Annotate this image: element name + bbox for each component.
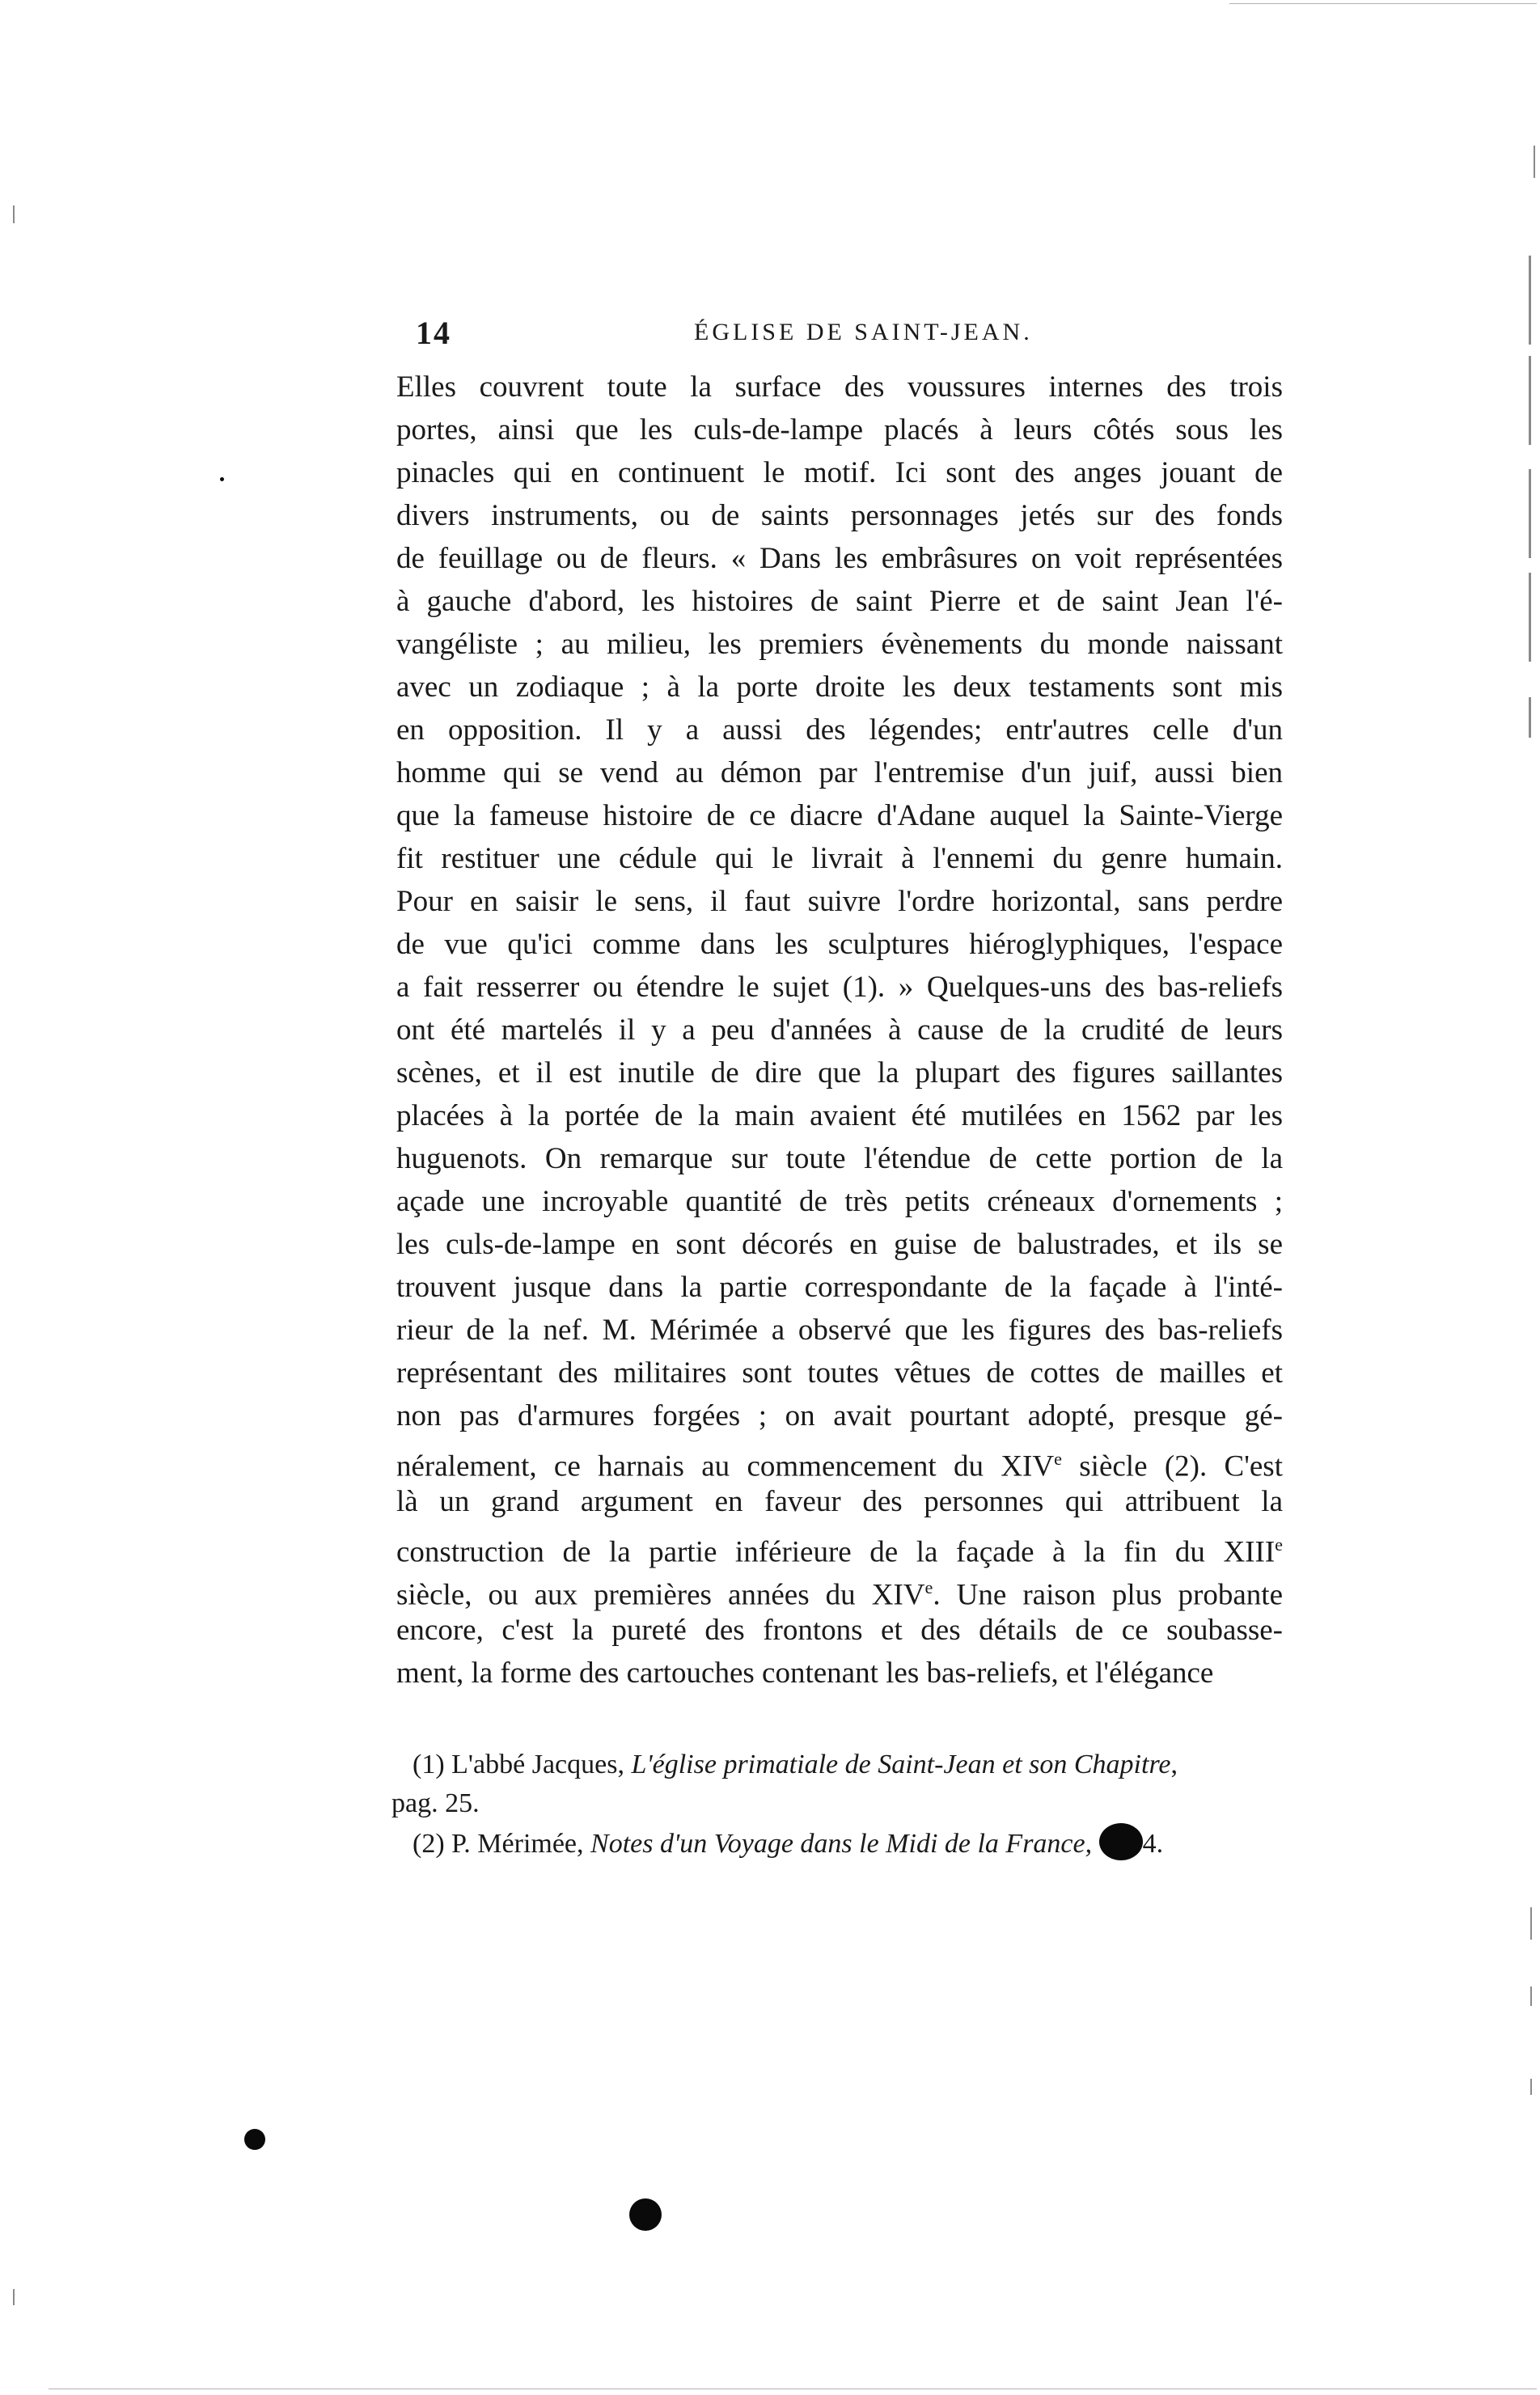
- text-line: [396, 1437, 1283, 1483]
- text-line: trouvent jusque dans la partie correspondante de la façade à l'inté-: [396, 1271, 1283, 1304]
- margin-mark: [1529, 256, 1531, 345]
- margin-mark: [13, 2289, 15, 2305]
- text-line: là un grand argument en faveur des personnes qui attribuent la: [396, 1485, 1283, 1518]
- text-line-head: néralement, ce harnais au commencement du XIV: [396, 1449, 1055, 1483]
- text-line-head: construction de la partie inférieure de la façade à la fin du XIII: [396, 1535, 1276, 1569]
- text-line: encore, c'est la pureté des frontons et des détails de ce soubasse-: [396, 1614, 1283, 1647]
- text-line: huguenots. On remarque sur toute l'étendue de cette portion de la: [396, 1142, 1283, 1175]
- text-line: divers instruments, ou de saints personnages jetés sur des fonds: [396, 499, 1283, 532]
- text-line: de feuillage ou de fleurs. « Dans les embrâsures on voit représentées: [396, 542, 1283, 575]
- footnote-1-continuation: pag. 25.: [391, 1788, 480, 1818]
- footnote-author: P. Mérimée,: [451, 1829, 584, 1859]
- margin-mark: [1530, 1987, 1532, 2006]
- text-line: pinacles qui en continuent le motif. Ici sont des anges jouant de: [396, 456, 1283, 489]
- ink-blot: [220, 477, 224, 481]
- text-line: rieur de la nef. M. Mérimée a observé que les figures des bas-reliefs: [396, 1314, 1283, 1347]
- footnote-title: Notes d'un Voyage dans le Midi de la France,: [590, 1829, 1093, 1859]
- top-edge-rule: [1229, 3, 1537, 4]
- superscript-e: e: [924, 1577, 933, 1597]
- text-line: avec un zodiaque ; à la porte droite les deux testaments sont mis: [396, 671, 1283, 704]
- margin-mark: [1530, 1907, 1532, 1940]
- text-line: de vue qu'ici comme dans les sculptures hiéroglyphiques, l'espace: [396, 928, 1283, 961]
- margin-mark: [1529, 356, 1531, 445]
- text-line: fit restituer une cédule qui le livrait à l'ennemi du genre humain.: [396, 842, 1283, 875]
- text-line: ment, la forme des cartouches contenant les bas-reliefs, et l'élégance: [396, 1657, 1214, 1690]
- text-line: a fait resserrer ou étendre le sujet (1). » Quelques-uns des bas-reliefs: [396, 971, 1283, 1004]
- text-line: les culs-de-lampe en sont décorés en guise de balustrades, et ils se: [396, 1228, 1283, 1261]
- footnote-title: L'église primatiale de Saint-Jean et son Chapitre: [631, 1750, 1171, 1779]
- text-line: à gauche d'abord, les histoires de saint Pierre et de saint Jean l'é-: [396, 585, 1283, 618]
- text-line: que la fameuse histoire de ce diacre d'Adane auquel la Sainte-Vierge: [396, 799, 1283, 832]
- footnote-1: [391, 1745, 1283, 1784]
- margin-mark: [1530, 2079, 1532, 2095]
- text-line: ont été martelés il y a peu d'années à cause de la crudité de leurs: [396, 1013, 1283, 1047]
- margin-mark: [1529, 697, 1531, 738]
- page-number: 14: [416, 315, 451, 351]
- text-line: portes, ainsi que les culs-de-lampe placés à leurs côtés sous les: [396, 413, 1283, 446]
- text-line: Elles couvrent toute la surface des voussures internes des trois: [396, 370, 1283, 404]
- text-line: [396, 1523, 1283, 1569]
- text-line: [396, 1566, 1283, 1612]
- text-line-head: siècle, ou aux premières années du XIV: [396, 1578, 925, 1612]
- text-line-tail: siècle (2). C'est: [1061, 1449, 1283, 1483]
- running-title: ÉGLISE DE SAINT-JEAN.: [694, 319, 1033, 345]
- footnote-2: [391, 1823, 1283, 1862]
- text-line: en opposition. Il y a aussi des légendes; entr'autres celle d'un: [396, 713, 1283, 747]
- body-text: [396, 366, 1283, 1695]
- text-line: scènes, et il est inutile de dire que la plupart des figures saillantes: [396, 1056, 1283, 1090]
- text-line: placées à la portée de la main avaient été mutilées en 1562 par les: [396, 1099, 1283, 1132]
- text-line: représentant des militaires sont toutes vêtues de cottes de mailles et: [396, 1356, 1283, 1390]
- margin-mark: [1529, 469, 1531, 558]
- text-line: non pas d'armures forgées ; on avait pourtant adopté, presque gé-: [396, 1399, 1283, 1432]
- text-line: homme qui se vend au démon par l'entremise d'un juif, aussi bien: [396, 756, 1283, 789]
- margin-mark: [1529, 573, 1531, 662]
- text-line: Pour en saisir le sens, il faut suivre l'ordre horizontal, sans perdre: [396, 885, 1283, 918]
- footnote-author: L'abbé Jacques,: [451, 1750, 624, 1779]
- superscript-e: e: [1275, 1534, 1283, 1555]
- ink-blot: [629, 2198, 662, 2231]
- text-line-tail: . Une raison plus probante: [933, 1578, 1283, 1612]
- text-line: açade une incroyable quantité de très petits créneaux d'ornements ;: [396, 1185, 1283, 1218]
- ink-blot: [244, 2129, 265, 2150]
- footnote-mark: (2): [412, 1829, 445, 1859]
- footnote-end: 4.: [1142, 1829, 1164, 1859]
- page-header: [416, 314, 1283, 351]
- text-line: vangéliste ; au milieu, les premiers évènements du monde naissant: [396, 628, 1283, 661]
- footnote-mark: (1): [412, 1750, 445, 1779]
- footnote-end: ,: [1170, 1750, 1178, 1779]
- footnotes: [391, 1745, 1283, 1862]
- superscript-e: e: [1054, 1449, 1062, 1469]
- margin-mark: [1534, 146, 1535, 178]
- margin-mark: [13, 205, 15, 223]
- ink-blot-inline: [1099, 1823, 1143, 1860]
